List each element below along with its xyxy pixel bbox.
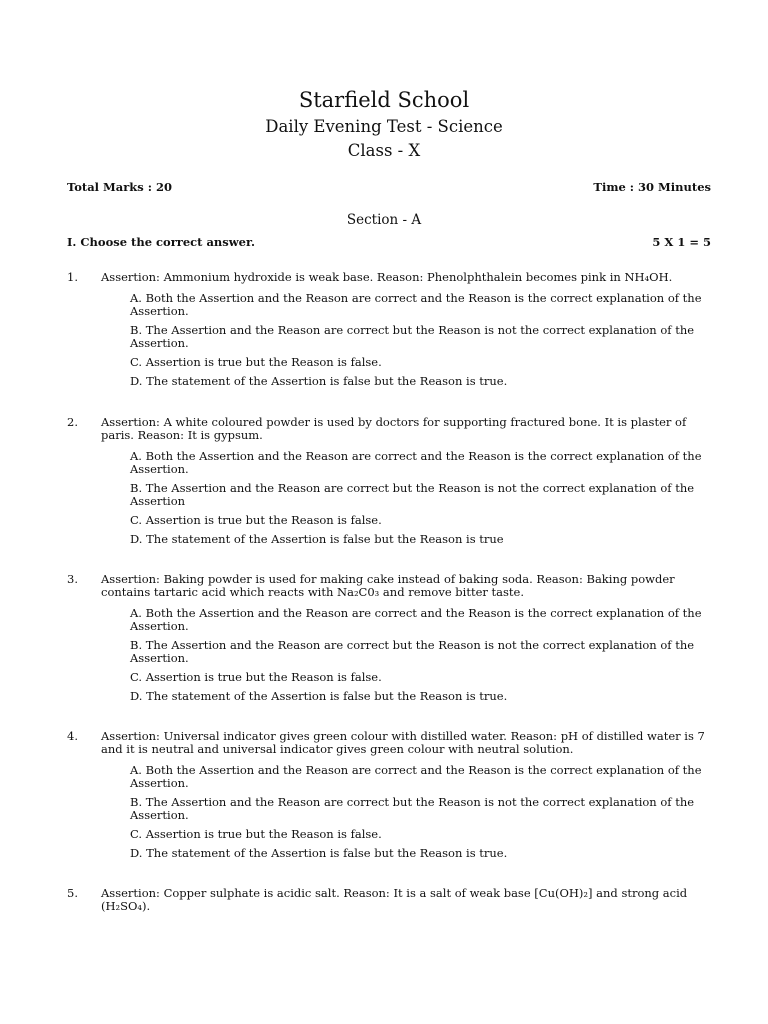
option-b: B. The Assertion and the Reason are correct but the Reason is not the correct explanation of the Assertion. — [130, 638, 695, 665]
instruction: I. Choose the correct answer. — [67, 235, 255, 249]
options-list — [67, 764, 712, 860]
question-1 — [67, 271, 712, 388]
option-a: A. Both the Assertion and the Reason are correct and the Reason is the correct explanation of the Assertion. — [130, 606, 702, 633]
option-a: A. Both the Assertion and the Reason are correct and the Reason is the correct explanation of the Assertion. — [130, 291, 702, 318]
option-d: D. The statement of the Assertion is false but the Reason is true. — [130, 374, 508, 388]
question-text: Assertion: Copper sulphate is acidic salt. Reason: It is a salt of weak base [Cu(OH)₂] and strong acid (H₂SO₄). — [101, 886, 688, 913]
test-title: Daily Evening Test - Science — [265, 117, 503, 136]
question-text: Assertion: Ammonium hydroxide is weak base. Reason: Phenolphthalein becomes pink in NH₄OH. — [101, 270, 673, 284]
option-c: C. Assertion is true but the Reason is false. — [130, 827, 382, 841]
option-a: A. Both the Assertion and the Reason are correct and the Reason is the correct explanation of the Assertion. — [130, 449, 702, 476]
instruction-marks: 5 X 1 = 5 — [652, 235, 711, 249]
question-number: 1. — [67, 270, 78, 284]
question-2 — [67, 416, 712, 546]
option-b: B. The Assertion and the Reason are correct but the Reason is not the correct explanation of the Assertion. — [130, 323, 695, 350]
option-a: A. Both the Assertion and the Reason are correct and the Reason is the correct explanation of the Assertion. — [130, 763, 702, 790]
question-number: 5. — [67, 886, 78, 900]
option-d: D. The statement of the Assertion is false but the Reason is true — [130, 532, 504, 546]
option-c: C. Assertion is true but the Reason is false. — [130, 355, 382, 369]
total-marks: Total Marks : 20 — [67, 180, 172, 194]
question-4 — [67, 730, 712, 860]
option-b: B. The Assertion and the Reason are correct but the Reason is not the correct explanation of the Assertion. — [130, 795, 695, 822]
options-list — [67, 450, 712, 546]
question-text: Assertion: A white coloured powder is used by doctors for supporting fractured bone. It is plaster of paris. Reason: It is gypsum. — [101, 415, 687, 442]
class-label: Class - X — [347, 141, 421, 160]
option-b: B. The Assertion and the Reason are correct but the Reason is not the correct explanation of the Assertion — [130, 481, 695, 508]
question-text: Assertion: Baking powder is used for making cake instead of baking soda. Reason: Baking powder contains tartaric acid which reacts with Na₂C0₃ and remove bitter taste. — [101, 572, 675, 599]
option-c: C. Assertion is true but the Reason is false. — [130, 513, 382, 527]
question-3 — [67, 573, 712, 703]
question-5 — [67, 887, 712, 913]
options-list — [67, 607, 712, 703]
question-text: Assertion: Universal indicator gives green colour with distilled water. Reason: pH of distilled water is 7 and it is neutral and universal indicator gives green colour with neutral solution. — [101, 729, 705, 756]
school-name: Starfield School — [298, 88, 470, 112]
question-number: 3. — [67, 572, 78, 586]
option-d: D. The statement of the Assertion is false but the Reason is true. — [130, 846, 508, 860]
option-c: C. Assertion is true but the Reason is false. — [130, 670, 382, 684]
section-heading: Section - A — [346, 212, 422, 228]
time-limit: Time : 30 Minutes — [593, 180, 711, 194]
question-number: 2. — [67, 415, 78, 429]
option-d: D. The statement of the Assertion is false but the Reason is true. — [130, 689, 508, 703]
options-list — [67, 292, 712, 388]
question-number: 4. — [67, 729, 78, 743]
